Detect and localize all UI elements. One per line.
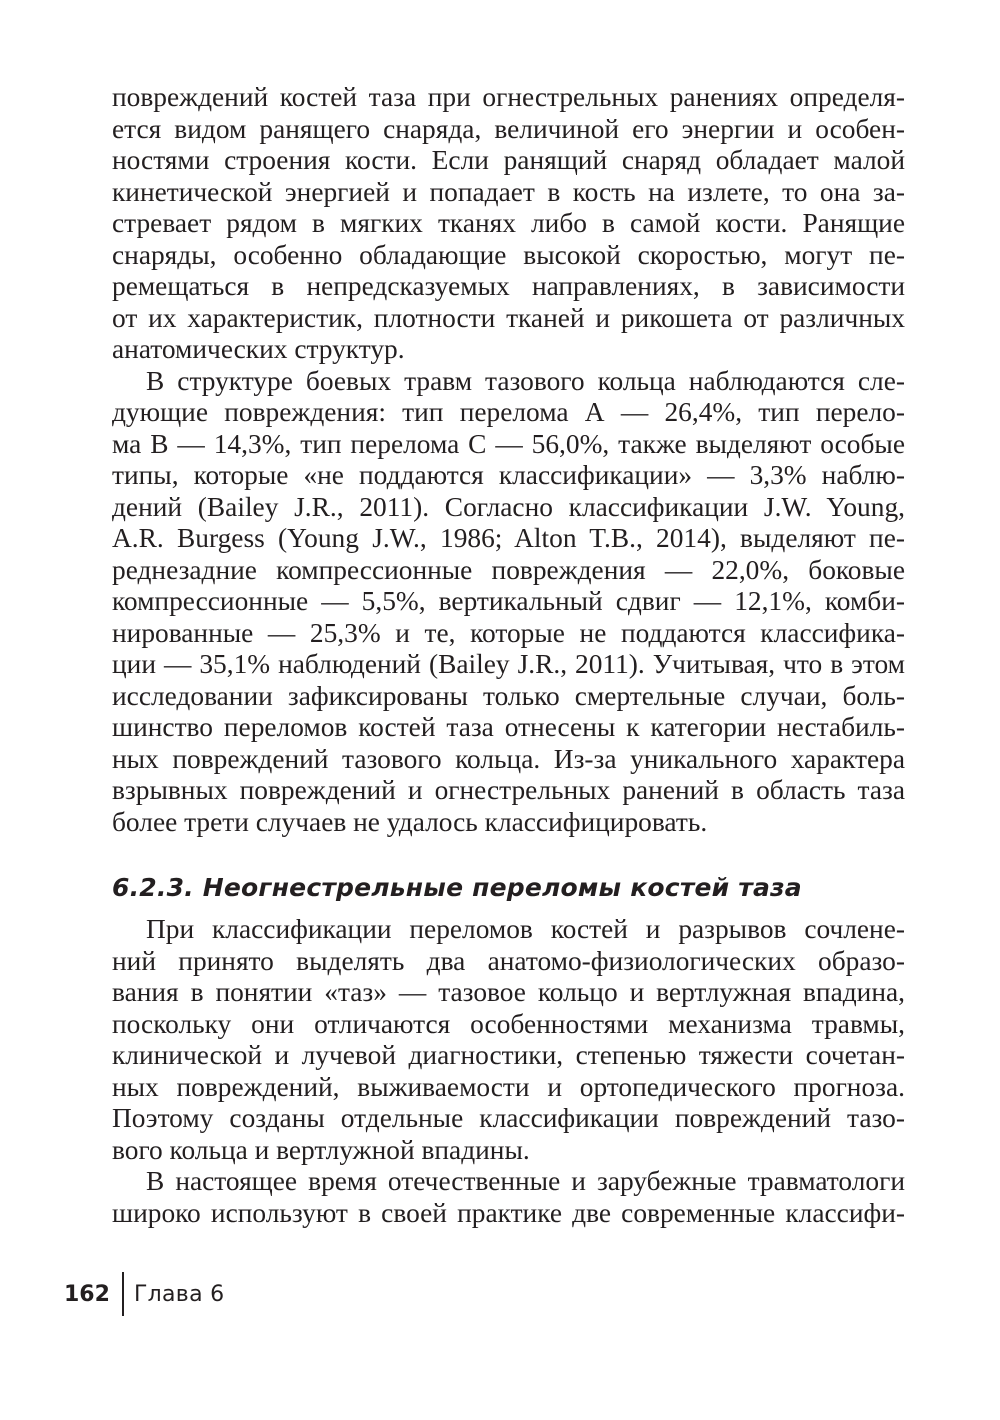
section-paragraph-2 <box>112 1166 905 1229</box>
text-line: дений (Bailey J.R., 2011). Согласно классификации J.W. Young, <box>112 491 905 522</box>
text-line: В настоящее время отечественные и зарубежные травматологи <box>146 1166 905 1196</box>
text-line: компрессионные — 5,5%, вертикальный сдвиг — 12,1%, комби- <box>112 586 905 616</box>
text-line: дующие повреждения: тип перелома А — 26,4%, тип перело- <box>112 397 905 427</box>
paragraph-1 <box>112 82 905 366</box>
footer-divider <box>122 1272 124 1316</box>
text-line: стревает рядом в мягких тканях либо в самой кости. Ранящие <box>112 208 905 238</box>
text-line: вания в понятии «таз» — тазовое кольцо и вертлужная впадина, <box>112 977 905 1007</box>
page-body <box>112 82 905 1229</box>
text-line: типы, которые «не поддаются классификации» — 3,3% наблю- <box>112 460 905 490</box>
paragraph-2 <box>112 366 905 839</box>
text-line: ных повреждений, выживаемости и ортопедического прогноза. <box>112 1071 905 1102</box>
text-line: При классификации переломов костей и разрывов сочлене- <box>146 914 905 944</box>
chapter-label: Глава 6 <box>133 1281 225 1307</box>
text-line: поскольку они отличаются особенностями механизма травмы, <box>112 1008 905 1039</box>
text-line: Поэтому созданы отдельные классификации повреждений тазо- <box>112 1103 905 1133</box>
text-line: клинической и лучевой диагностики, степенью тяжести сочетан- <box>112 1040 905 1070</box>
text-line: исследовании зафиксированы только смертельные случаи, боль- <box>112 680 905 711</box>
text-line: реднезадние компрессионные повреждения — 22,0%, боковые <box>112 554 905 585</box>
text-line: широко используют в своей практике две современные классифи- <box>112 1197 905 1228</box>
text-line: более трети случаев не удалось классифицировать. <box>112 806 708 837</box>
text-line: от их характеристик, плотности тканей и рикошета от различных <box>112 302 905 333</box>
text-line: снаряды, особенно обладающие высокой скоростью, могут пе- <box>112 239 905 270</box>
text-line: ется видом ранящего снаряда, величиной его энергии и особен- <box>112 113 905 144</box>
text-line: ний принято выделять два анатомо-физиологических образо- <box>112 945 905 976</box>
text-line: ремещаться в непредсказуемых направлениях, в зависимости <box>112 271 905 301</box>
text-line: нированные — 25,3% и те, которые не поддаются классифика- <box>112 617 905 648</box>
text-line: взрывных повреждений и огнестрельных ранений в область таза <box>112 775 905 805</box>
section-heading: 6.2.3. Неогнестрельные переломы костей таза <box>112 873 802 902</box>
text-line: повреждений костей таза при огнестрельных ранениях определя- <box>112 82 905 112</box>
text-line: A.R. Burgess (Young J.W., 1986; Alton T.B., 2014), выделяют пе- <box>112 523 905 553</box>
text-line: вого кольца и вертлужной впадины. <box>112 1134 530 1165</box>
page-footer <box>64 1272 224 1316</box>
text-line: ма В — 14,3%, тип перелома С — 56,0%, также выделяют особые <box>112 428 905 459</box>
text-line: анатомических структур. <box>112 334 405 364</box>
text-line: ных повреждений тазового кольца. Из-за уникального характера <box>112 743 905 774</box>
page-number: 162 <box>64 1281 110 1307</box>
text-line: ции — 35,1% наблюдений (Bailey J.R., 2011). Учитывая, что в этом <box>112 649 905 679</box>
text-line: ностями строения кости. Если ранящий снаряд обладает малой <box>112 145 905 175</box>
text-line: кинетической энергией и попадает в кость на излете, то она за- <box>112 176 905 207</box>
section-paragraph-1 <box>112 914 905 1166</box>
text-line: В структуре боевых травм тазового кольца наблюдаются сле- <box>146 365 905 396</box>
text-line: шинство переломов костей таза отнесены к категории нестабиль- <box>112 712 905 742</box>
